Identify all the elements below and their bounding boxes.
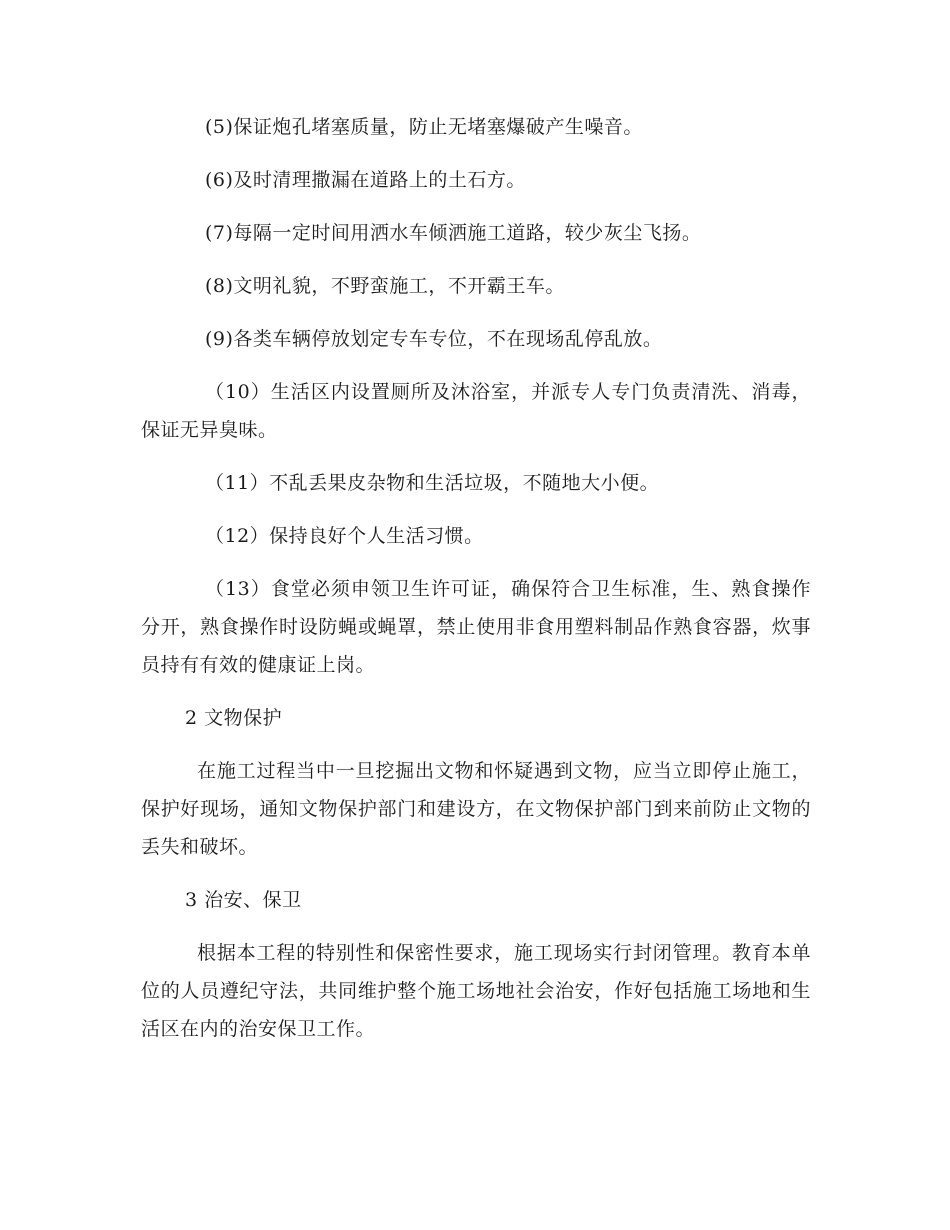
section-body-cultural-relics: 在施工过程当中一旦挖掘出文物和怀疑遇到文物，应当立即停止施工，保护好现场，通知文物保护部门和建设方，在文物保护部门到来前防止文物的丢失和破坏。 (141, 760, 811, 858)
list-item: (8)文明礼貌，不野蛮施工，不开霸王车。 (205, 275, 565, 297)
list-item: (6)及时清理撒漏在道路上的土石方。 (205, 169, 526, 191)
list-item: （10）生活区内设置厕所及沐浴室，并派专人专门负责清洗、消毒，保证无异臭味。 (141, 381, 811, 441)
list-item: (7)每隔一定时间用洒水车倾洒施工道路，较少灰尘飞扬。 (205, 222, 702, 244)
list-item: （12）保持良好个人生活习惯。 (205, 525, 484, 547)
document-body (141, 108, 811, 1063)
list-item: （11）不乱丢果皮杂物和生活垃圾，不随地大小便。 (205, 472, 660, 494)
section-heading-cultural-relics: 2 文物保护 (185, 707, 283, 729)
section-heading-security: 3 治安、保卫 (185, 889, 302, 911)
list-item: (5)保证炮孔堵塞质量，防止无堵塞爆破产生噪音。 (205, 116, 643, 138)
section-body-security: 根据本工程的特别性和保密性要求，施工现场实行封闭管理。教育本单位的人员遵纪守法，共同维护整个施工场地社会治安，作好包括施工场地和生活区在内的治安保卫工作。 (141, 942, 811, 1040)
list-item: （13）食堂必须申领卫生许可证，确保符合卫生标准，生、熟食操作分开，熟食操作时设防蝇或蝇罩，禁止使用非食用塑料制品作熟食容器，炊事员持有有效的健康证上岗。 (141, 578, 811, 676)
list-item: (9)各类车辆停放划定专车专位，不在现场乱停乱放。 (205, 328, 663, 350)
